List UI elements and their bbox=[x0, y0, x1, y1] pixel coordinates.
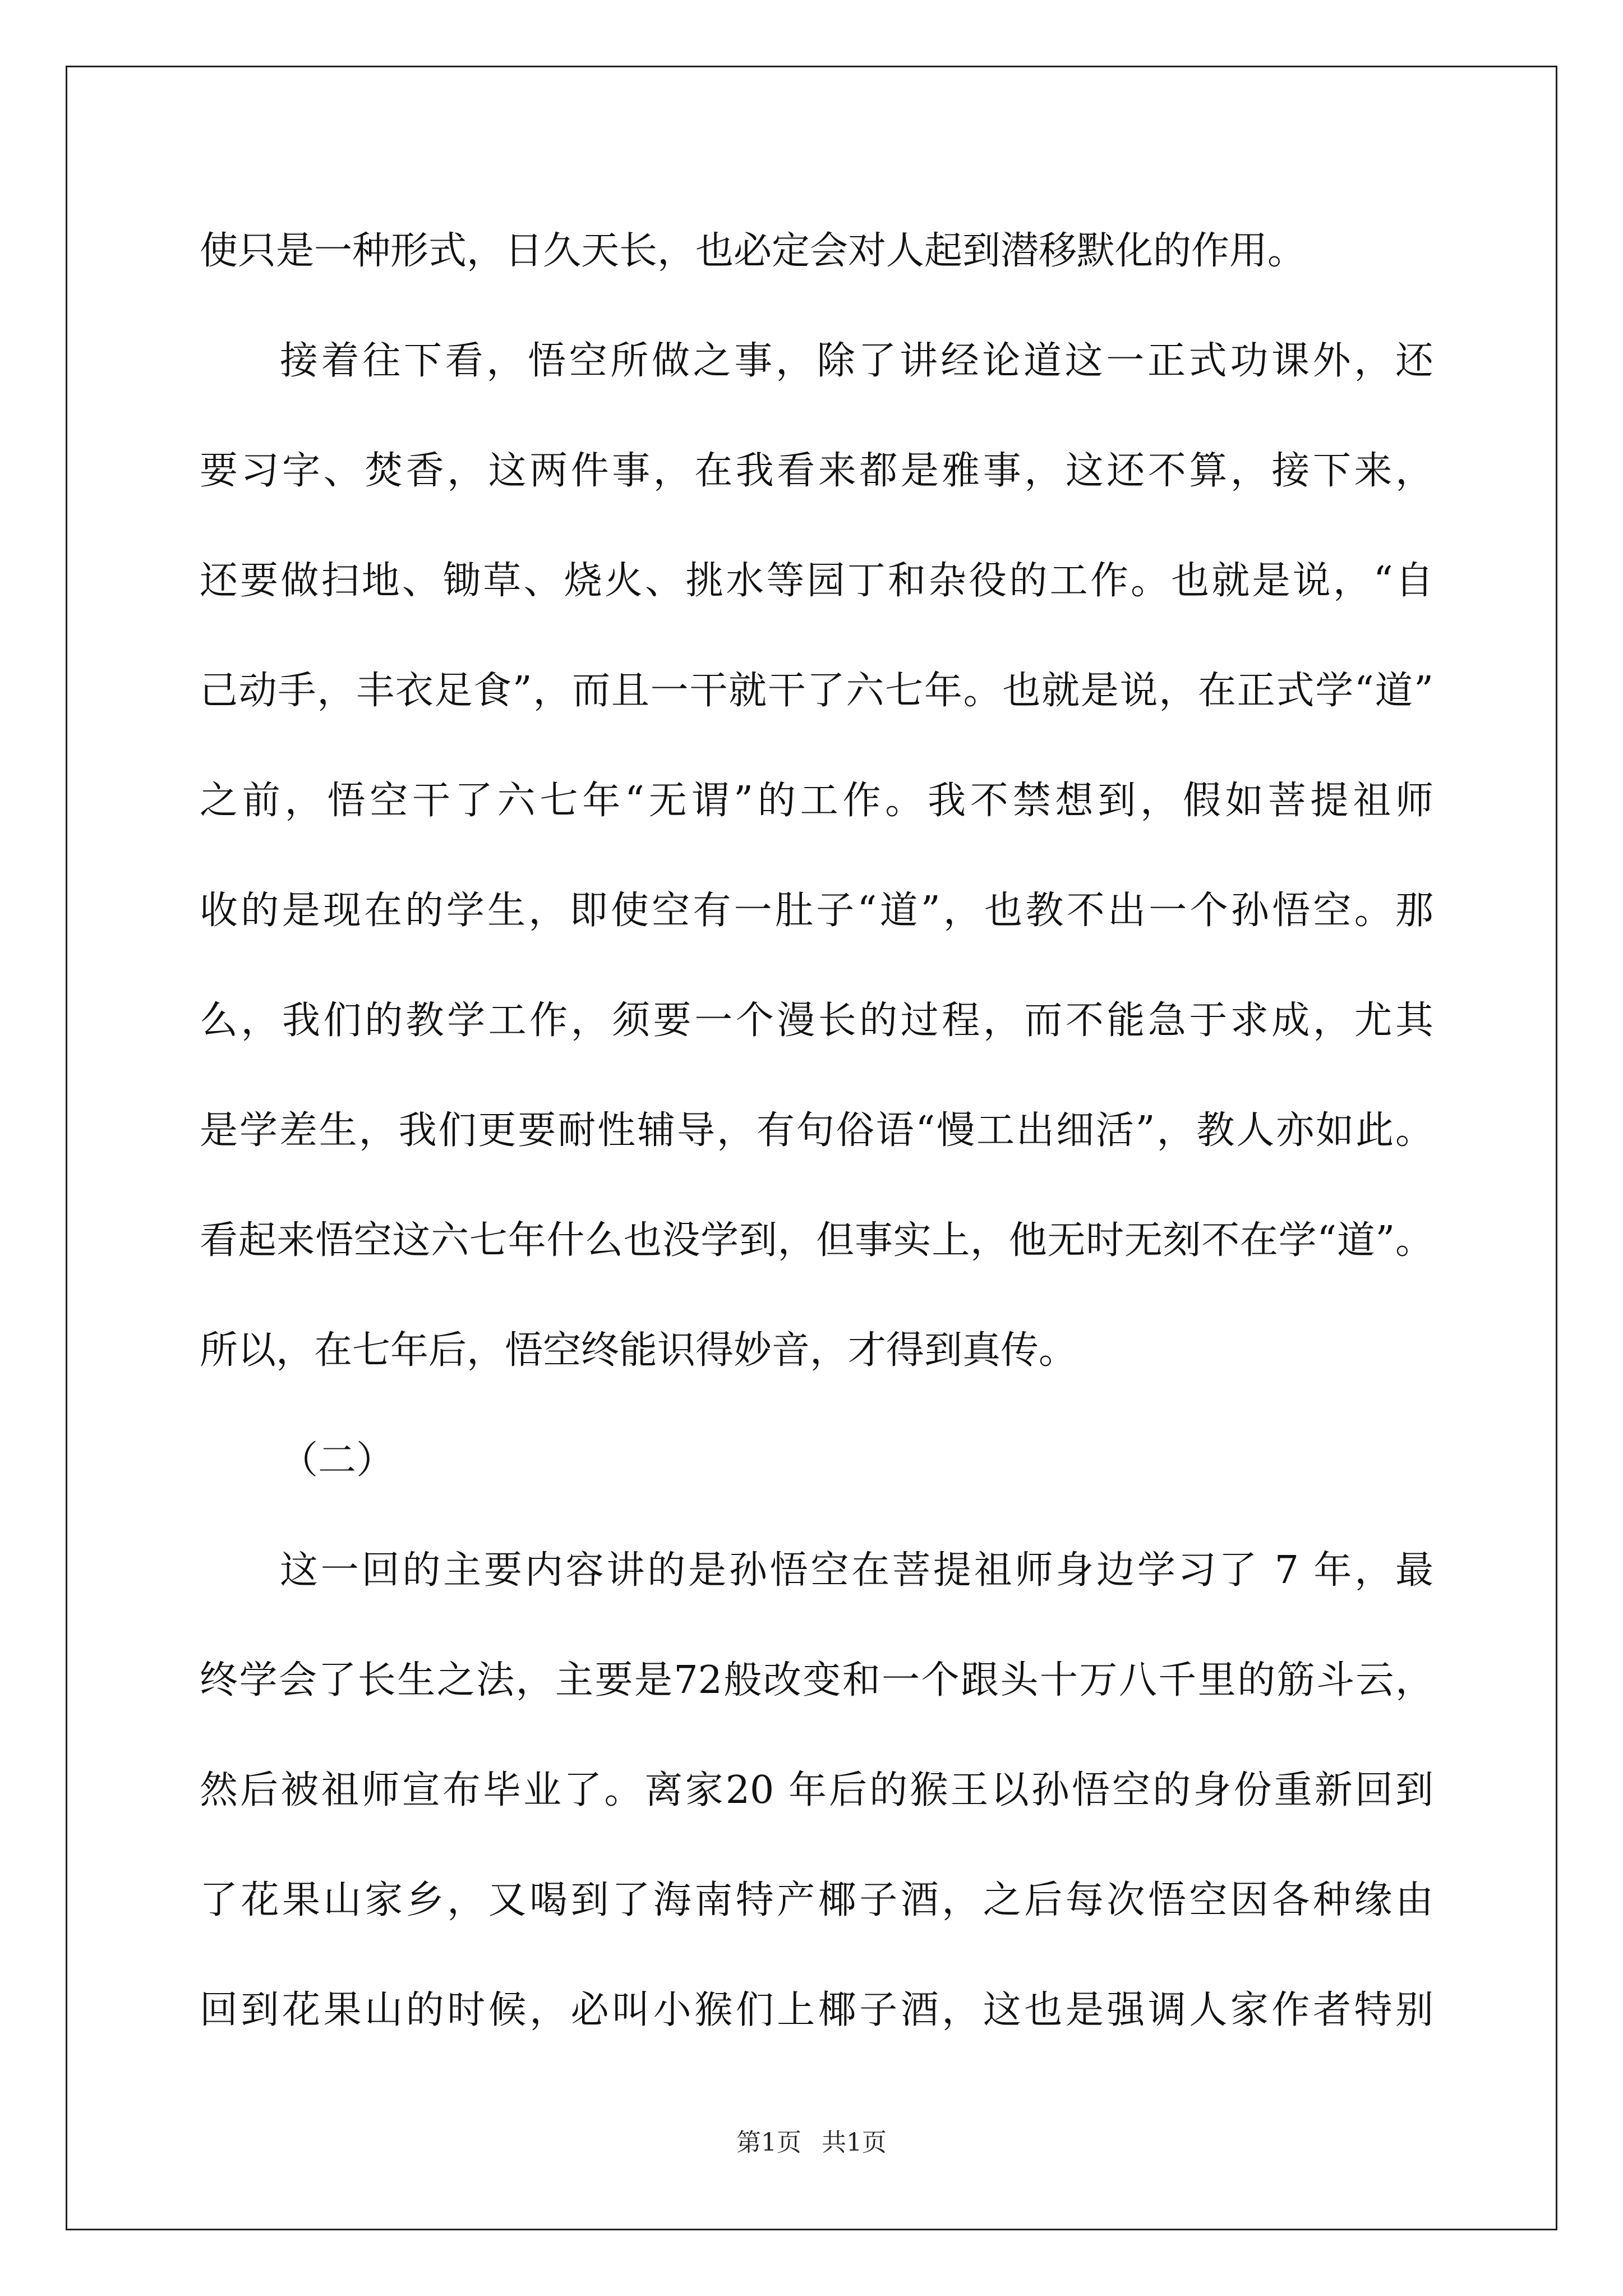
text-line: 收的是现在的学生，即使空有一肚子“道”，也教不出一个孙悟空。那 bbox=[200, 889, 1433, 933]
page-number: 第1页 bbox=[736, 2128, 801, 2157]
text-line: 所以，在七年后，悟空终能识得妙音，才得到真传。 bbox=[200, 1328, 1077, 1373]
text-line: 终学会了长生之法，主要是72般改变和一个跟头十万八千里的筋斗云， bbox=[200, 1658, 1433, 1703]
text-line: 然后被祖师宣布毕业了。离家20 年后的猴王以孙悟空的身份重新回到 bbox=[200, 1768, 1433, 1812]
text-line: 是学差生，我们更要耐性辅导，有句俗语“慢工出细活”，教人亦如此。 bbox=[200, 1108, 1433, 1153]
text-line: 回到花果山的时候，必叫小猴们上椰子酒，这也是强调人家作者特别 bbox=[200, 1988, 1433, 2032]
text-line: 还要做扫地、锄草、烧火、挑水等园丁和杂役的工作。也就是说，“自 bbox=[200, 559, 1433, 603]
text-line: 要习字、焚香，这两件事，在我看来都是雅事，这还不算，接下来， bbox=[200, 449, 1433, 493]
section-heading: （二） bbox=[280, 1438, 395, 1483]
text-line: 使只是一种形式，日久天长，也必定会对人起到潜移默化的作用。 bbox=[200, 229, 1306, 273]
text-line: 了花果山家乡，又喝到了海南特产椰子酒，之后每次悟空因各种缘由 bbox=[200, 1878, 1433, 1922]
page-total: 共1页 bbox=[822, 2128, 887, 2157]
text-line: 看起来悟空这六七年什么也没学到，但事实上，他无时无刻不在学“道”。 bbox=[200, 1218, 1433, 1263]
text-line: 接着往下看，悟空所做之事，除了讲经论道这一正式功课外，还 bbox=[280, 339, 1433, 383]
text-line: 这一回的主要内容讲的是孙悟空在菩提祖师身边学习了 7 年，最 bbox=[280, 1548, 1433, 1593]
text-line: 么，我们的教学工作，须要一个漫长的过程，而不能急于求成，尤其 bbox=[200, 999, 1433, 1043]
text-line: 己动手，丰衣足食”，而且一干就干了六七年。也就是说，在正式学“道” bbox=[200, 669, 1433, 713]
text-line: 之前，悟空干了六七年“无谓”的工作。我不禁想到，假如菩提祖师 bbox=[200, 779, 1433, 823]
document-body bbox=[200, 196, 1433, 2065]
page-footer bbox=[0, 2126, 1623, 2160]
